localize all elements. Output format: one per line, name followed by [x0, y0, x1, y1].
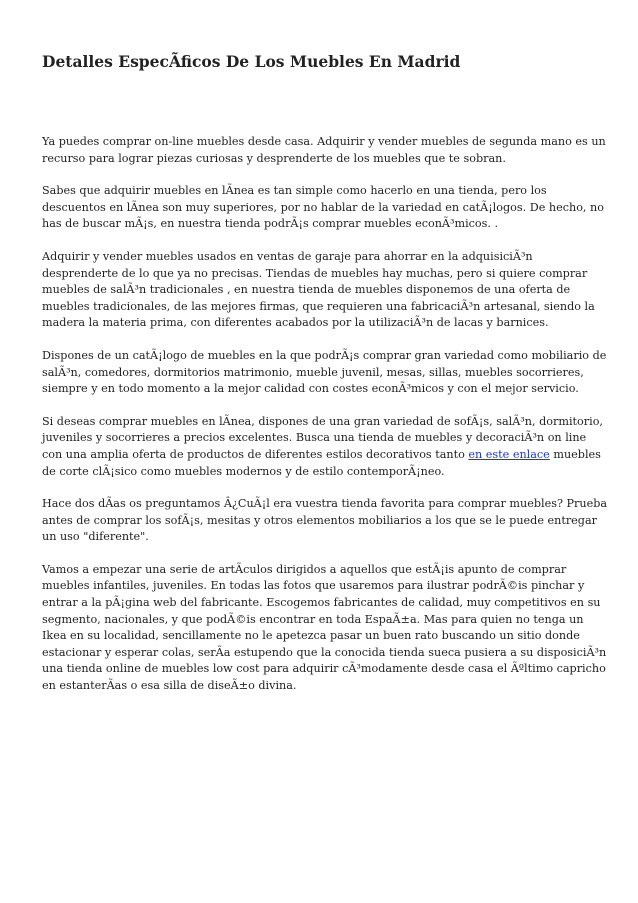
paragraph-3: Adquirir y vender muebles usados en ventas de garaje para ahorrar en la adquisiciÃ³n desprenderte de lo que ya no precisas. Tiendas de muebles hay muchas, pero si quiere comprar muebles de salÃ³n tradicionales , en nuestra tienda de muebles disponemos de una oferta de muebles tradicionales, de las mejores firmas, que requieren una fabricaciÃ³n artesanal, siendo la madera la materia prima, con diferentes acabados por la utilizaciÃ³n de lacas y barnices.: [42, 249, 595, 330]
paragraph-5-text-after: muebles de corte clÃ¡sico como muebles modernos y de estilo contemporÃ¡neo.: [42, 447, 601, 478]
paragraph-5: [42, 414, 608, 480]
paragraph-2: Sabes que adquirir muebles en lÃnea es tan simple como hacerlo en una tienda, pero los descuentos en lÃnea son muy superiores, por no hablar de la variedad en catÃ¡logos. De hecho, no has de buscar mÃ¡s, en nuestra tienda podrÃ¡s comprar muebles econÃ³micos. .: [42, 184, 604, 231]
paragraph-4: Dispones de un catÃ¡logo de muebles en la que podrÃ¡s comprar gran variedad como mobiliario de salÃ³n, comedores, dormitorios matrimonio, mueble juvenil, mesas, sillas, muebles socorrieres, siempre y en todo momento a la mejor calidad con costes econÃ³micos y con el mejor servicio.: [42, 348, 607, 396]
paragraph-6: Hace dos dÃas os preguntamos Â¿CuÃ¡l era vuestra tienda favorita para comprar muebles? Prueba antes de comprar los sofÃ¡s, mesitas y otros elementos mobiliarios a los que se le puede entregar un uso "diferente".: [42, 497, 608, 544]
en-este-enlace-link[interactable]: en este enlace: [468, 447, 550, 461]
paragraph-5-text-before: Si deseas comprar muebles en lÃnea, dispones de una gran variedad de sofÃ¡s, salÃ³n, dormitorio, juveniles y socorrieres a precios excelentes. Busca una tienda de muebles y decoraciÃ³n on line con una amplia oferta de productos de diferentes estilos decorativos tanto: [42, 414, 603, 461]
paragraph-7: Vamos a empezar una serie de artÃculos dirigidos a aquellos que estÃ¡is apunto de comprar muebles infantiles, juveniles. En todas las fotos que usaremos para ilustrar podrÃ©is pinchar y entrar a la pÃ¡gina web del fabricante. Escogemos fabricantes de calidad, muy competitivos en su segmento, nacionales, y que podÃ©is encontrar en toda EspaÃ±a. Mas para quien no tenga un Ikea en su localidad, sencillamente no le apetezca pasar un buen rato buscando un sitio donde estacionar y esperar colas, serÃa estupendo que la conocida tienda sueca pusiera a su disposiciÃ³n una tienda online de muebles low cost para adquirir cÃ³modamente desde casa el Ãºltimo capricho en estanterÃas o esa silla de diseÃ±o divina.: [42, 562, 607, 693]
paragraph-1: Ya puedes comprar on-line muebles desde casa. Adquirir y vender muebles de segunda mano es un recurso para lograr piezas curiosas y desprenderte de los muebles que te sobran.: [42, 135, 606, 165]
article-body: [42, 134, 614, 695]
page-title: Detalles EspecÃficos De Los Muebles En Madrid: [42, 52, 461, 71]
